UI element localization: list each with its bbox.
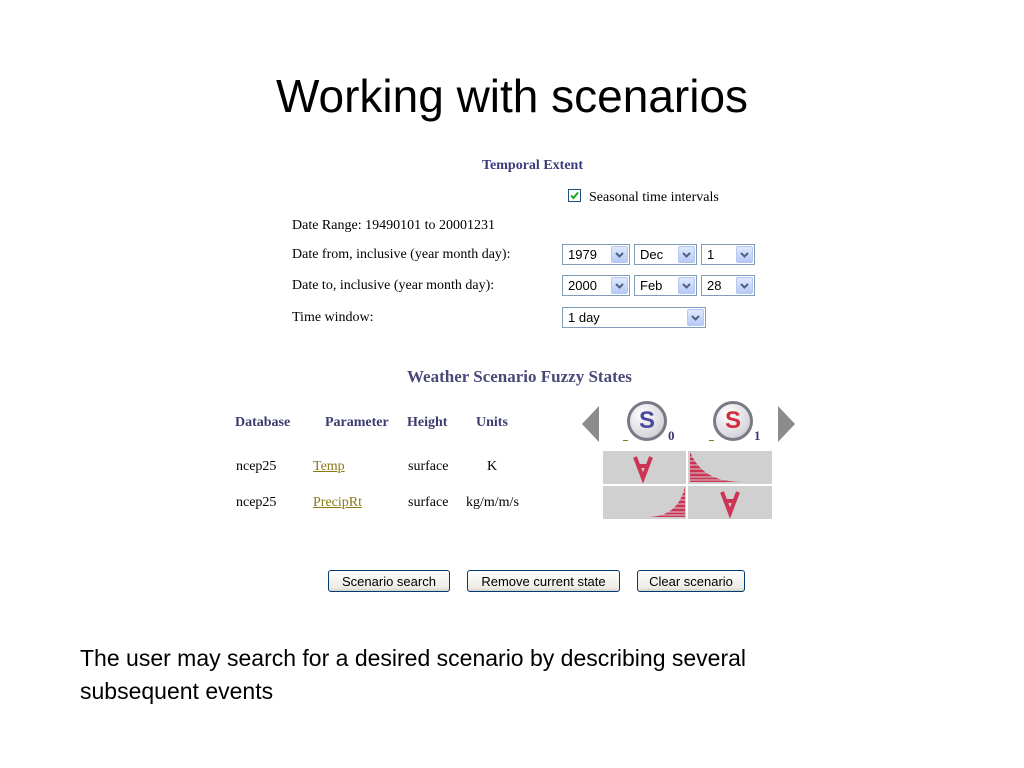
date-from-label: Date from, inclusive (year month day): xyxy=(292,247,511,262)
state-1-underline xyxy=(709,440,714,441)
chevron-down-icon[interactable] xyxy=(611,246,628,263)
chevron-down-icon[interactable] xyxy=(736,246,753,263)
time-window-select[interactable] xyxy=(562,307,706,328)
from-year-value: 1979 xyxy=(568,247,597,262)
col-header-database: Database xyxy=(235,415,291,430)
to-day-select[interactable] xyxy=(701,275,755,296)
increasing-membership-graph xyxy=(603,486,686,519)
state-0-underline xyxy=(623,440,628,441)
chevron-down-icon[interactable] xyxy=(678,246,695,263)
from-day-select[interactable] xyxy=(701,244,755,265)
remove-current-state-button[interactable]: Remove current state xyxy=(467,570,620,592)
from-day-value: 1 xyxy=(707,247,715,262)
date-to-label: Date to, inclusive (year month day): xyxy=(292,278,495,293)
slide-title: Working with scenarios xyxy=(275,70,749,122)
to-year-value: 2000 xyxy=(568,278,597,293)
checkmark-icon xyxy=(570,191,579,200)
state-1-badge[interactable] xyxy=(713,401,753,441)
row0-parameter-link[interactable]: Temp xyxy=(313,459,345,474)
col-header-height: Height xyxy=(407,415,448,430)
time-window-value: 1 day xyxy=(568,310,600,325)
to-month-value: Feb xyxy=(640,278,663,293)
from-month-value: Dec xyxy=(640,247,664,262)
state-0-index: 0 xyxy=(668,428,675,443)
state-cell-precip-1[interactable] xyxy=(687,485,773,520)
temporal-extent-heading: Temporal Extent xyxy=(482,158,583,173)
state-0-letter: S xyxy=(638,407,655,434)
to-day-value: 28 xyxy=(707,278,722,293)
caption-line-2: subsequent events xyxy=(80,678,274,704)
chevron-down-icon[interactable] xyxy=(736,277,753,294)
state-cell-temp-0[interactable] xyxy=(602,450,687,485)
for-all-icon xyxy=(603,451,686,484)
decreasing-membership-graph xyxy=(688,451,772,484)
state-cell-temp-1[interactable] xyxy=(687,450,773,485)
weather-states-heading: Weather Scenario Fuzzy States xyxy=(407,367,632,386)
scenario-search-button[interactable]: Scenario search xyxy=(328,570,450,592)
caption-line-1: The user may search for a desired scenario by describing several xyxy=(80,645,747,671)
right-arrow-icon[interactable] xyxy=(777,405,796,443)
for-all-icon xyxy=(688,486,772,519)
row0-units: K xyxy=(487,459,498,474)
seasonal-label: Seasonal time intervals xyxy=(589,190,719,205)
row0-database: ncep25 xyxy=(236,459,277,474)
seasonal-checkbox[interactable] xyxy=(568,189,581,202)
to-month-select[interactable] xyxy=(634,275,697,296)
col-header-units: Units xyxy=(476,415,508,430)
clear-scenario-button[interactable]: Clear scenario xyxy=(637,570,745,592)
state-0-badge[interactable] xyxy=(627,401,667,441)
state-1-letter: S xyxy=(724,407,741,434)
date-range-text: Date Range: 19490101 to 20001231 xyxy=(292,218,495,233)
state-cell-precip-0[interactable] xyxy=(602,485,687,520)
row1-parameter-link[interactable]: PrecipRt xyxy=(313,495,362,510)
time-window-label: Time window: xyxy=(292,310,374,325)
row0-height: surface xyxy=(408,459,449,474)
row1-units: kg/m/m/s xyxy=(466,495,519,510)
from-year-select[interactable] xyxy=(562,244,630,265)
chevron-down-icon[interactable] xyxy=(687,309,704,326)
chevron-down-icon[interactable] xyxy=(678,277,695,294)
col-header-parameter: Parameter xyxy=(325,415,389,430)
from-month-select[interactable] xyxy=(634,244,697,265)
state-1-index: 1 xyxy=(754,428,761,443)
row1-height: surface xyxy=(408,495,449,510)
chevron-down-icon[interactable] xyxy=(611,277,628,294)
left-arrow-icon[interactable] xyxy=(581,405,600,443)
to-year-select[interactable] xyxy=(562,275,630,296)
row1-database: ncep25 xyxy=(236,495,277,510)
